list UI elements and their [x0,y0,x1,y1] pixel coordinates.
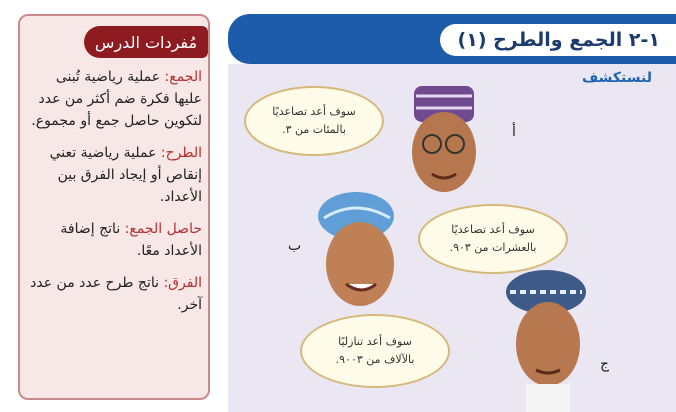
bubble-line: بالآلاف من ٩٠٠٣. [335,353,415,366]
label-b: ب [288,238,302,254]
vocab-definition: ناتج إضافة الأعداد معًا. [60,221,202,259]
vocab-entry-subtraction [30,142,202,208]
vocab-definition: عملية رياضية تعني إنقاص أو إيجاد الفرق بين الأعداد. [49,145,202,205]
bubble-line: سوف أعد تنازليًا [338,335,412,348]
lesson-title: ١-٢ الجمع والطرح (١) [457,29,660,51]
bubble-line: بالعشرات من ٩٠٣. [449,241,537,254]
vocab-term: حاصل الجمع: [124,221,202,237]
vocab-entry-addition [30,66,202,132]
vocab-entry-difference [30,272,202,316]
vocab-definition: عملية رياضية تُبنى عليها فكرة ضم أكثر من عدد لتكوين حاصل جمع أو مجموع. [31,69,202,129]
boy-c-illustration [496,266,596,412]
vocab-term: الجمع: [164,69,202,85]
boy-a-illustration [392,82,492,198]
vocab-entry-sum [30,218,202,262]
explore-label: لنستكشف [582,70,652,86]
speech-bubble-a [244,86,384,156]
vocabulary-list [30,66,202,326]
vocabulary-sidebar [0,0,222,412]
speech-bubble-b [418,204,568,274]
vocab-term: الفرق: [163,275,202,291]
vocab-term: الطرح: [160,145,202,161]
label-c: ج [600,356,610,372]
vocab-definition: ناتج طرح عدد من عدد آخر. [30,275,202,313]
label-a: أ [512,124,516,140]
sidebar-header: مُفردات الدرس [84,26,208,58]
bubble-line: سوف أعد تصاعديًا [272,105,356,118]
bubble-line: سوف أعد تصاعديًا [451,223,535,236]
boy-b-illustration [306,188,416,312]
speech-bubble-c [300,314,450,388]
bubble-line: بالمئات من ٣. [282,123,346,136]
